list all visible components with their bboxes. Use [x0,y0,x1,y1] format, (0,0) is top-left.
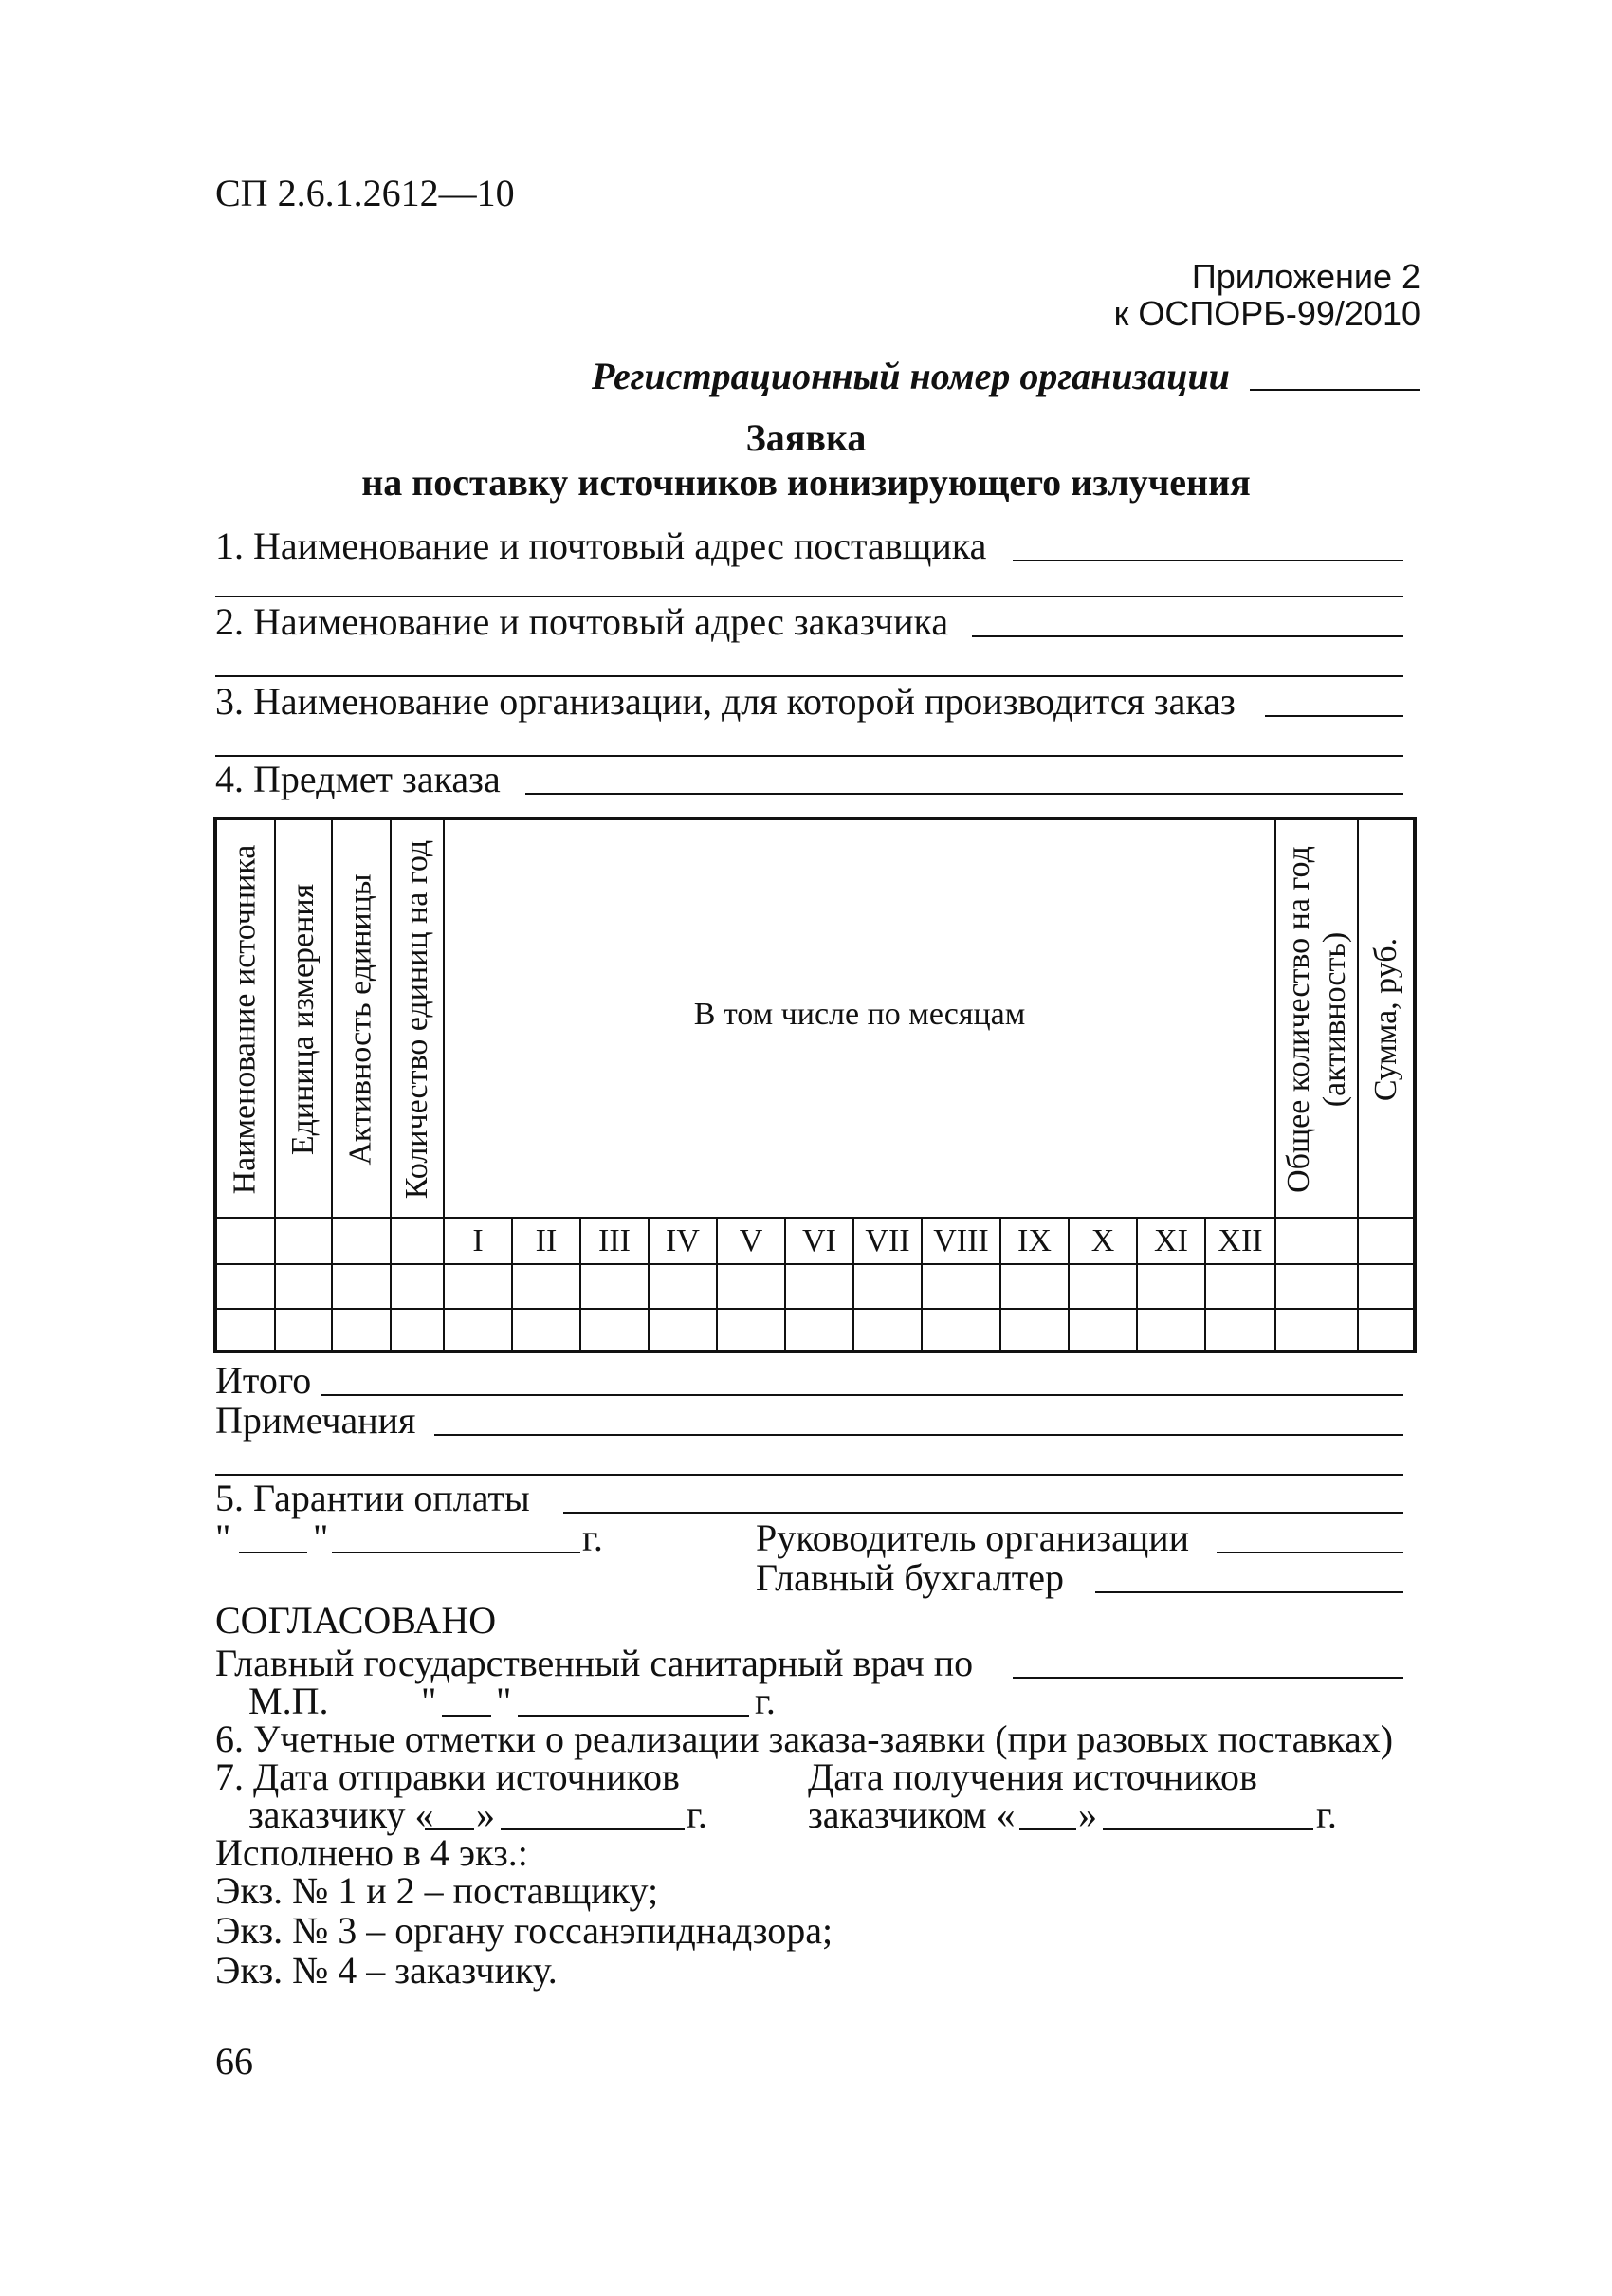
copy-line-1: Экз. № 1 и 2 – поставщику; [215,1869,659,1912]
received-year-suffix: г. [1316,1793,1337,1836]
item-7-label: 7. Дата отправки источников [215,1755,680,1798]
shipped-to-label: заказчику « [248,1793,434,1836]
month-11: XI [1154,1223,1188,1258]
month-6: VI [802,1223,836,1258]
shipped-close-quote: » [476,1793,495,1836]
date-open-quote: " [215,1516,231,1559]
header-by-month: В том числе по месяцам [693,997,1026,1032]
mp-date-close-quote: " [496,1680,512,1722]
payment-label: 5. Гарантии оплаты [215,1477,530,1519]
item-3-label: 3. Наименование организации, для которой производится заказ [215,680,1236,723]
header-unit-activity: Активность единицы [343,872,379,1166]
agreed-label: СОГЛАСОВАНО [215,1599,497,1642]
notes-label: Примечания [215,1399,416,1442]
received-month-blank[interactable] [1103,1828,1313,1830]
month-3: III [598,1223,631,1258]
form-title: Заявка [745,416,867,459]
mp-date-open-quote: " [421,1680,437,1722]
item-7-right-label: Дата получения источников [808,1755,1257,1798]
accountant-signature-blank[interactable] [1095,1591,1403,1593]
item-4-label: 4. Предмет заказа [215,758,501,800]
month-4: IV [666,1223,700,1258]
mp-date-year-suffix: г. [755,1680,776,1722]
notes-blank[interactable] [434,1434,1403,1436]
header-total-per-year: Общее количество на год (активность) [1280,845,1352,1193]
appendix-line-2: к ОСПОРБ-99/2010 [1113,294,1420,333]
copy-line-2: Экз. № 3 – органу госсанэпиднадзора; [215,1909,833,1952]
header-unit: Единица измерения [285,883,321,1155]
page-number: 66 [215,2040,253,2083]
accountant-label: Главный бухгалтер [756,1556,1064,1599]
date-year-suffix: г. [582,1516,603,1559]
date-day-blank[interactable] [239,1552,307,1553]
item-6-label: 6. Учетные отметки о реализации заказа-заявки (при разовых поставках) [215,1717,1394,1760]
month-1: I [472,1223,484,1258]
header-units-per-year: Количество единиц на год [399,839,434,1199]
date-close-quote: " [313,1516,329,1559]
received-day-blank[interactable] [1019,1828,1076,1830]
form-subtitle: на поставку источников ионизирующего излучения [361,461,1251,504]
copy-line-3: Экз. № 4 – заказчику. [215,1949,558,1992]
director-label: Руководитель организации [756,1516,1190,1559]
month-7: VII [865,1223,910,1258]
payment-blank[interactable] [563,1512,1403,1514]
shipped-year-suffix: г. [687,1793,707,1836]
registration-number-label: Регистрационный номер организации [592,355,1230,397]
document-code: СП 2.6.1.2612—10 [215,172,515,214]
shipped-month-blank[interactable] [501,1828,685,1830]
date-month-blank[interactable] [332,1552,580,1553]
chief-doctor-blank[interactable] [1013,1677,1403,1679]
received-close-quote: » [1078,1793,1097,1836]
header-source-name: Наименование источника [227,844,263,1194]
month-2: II [535,1223,558,1258]
total-label: Итого [215,1359,312,1402]
appendix-line-1: Приложение 2 [1191,257,1420,296]
month-12: XII [1218,1223,1263,1258]
director-signature-blank[interactable] [1217,1552,1403,1553]
header-sum: Сумма, руб. [1368,937,1403,1101]
executed-label: Исполнено в 4 экз.: [215,1831,528,1874]
item-2-label: 2. Наименование и почтовый адрес заказчика [215,600,949,643]
month-9: IX [1017,1223,1052,1258]
item-1-label: 1. Наименование и почтовый адрес поставщика [215,524,987,567]
received-by-label: заказчиком « [808,1793,1016,1836]
total-blank[interactable] [321,1394,1403,1396]
month-5: V [739,1223,763,1258]
month-8: VIII [933,1223,989,1258]
month-10: X [1090,1223,1115,1258]
stamp-label: М.П. [248,1680,329,1722]
chief-doctor-label: Главный государственный санитарный врач по [215,1642,974,1684]
